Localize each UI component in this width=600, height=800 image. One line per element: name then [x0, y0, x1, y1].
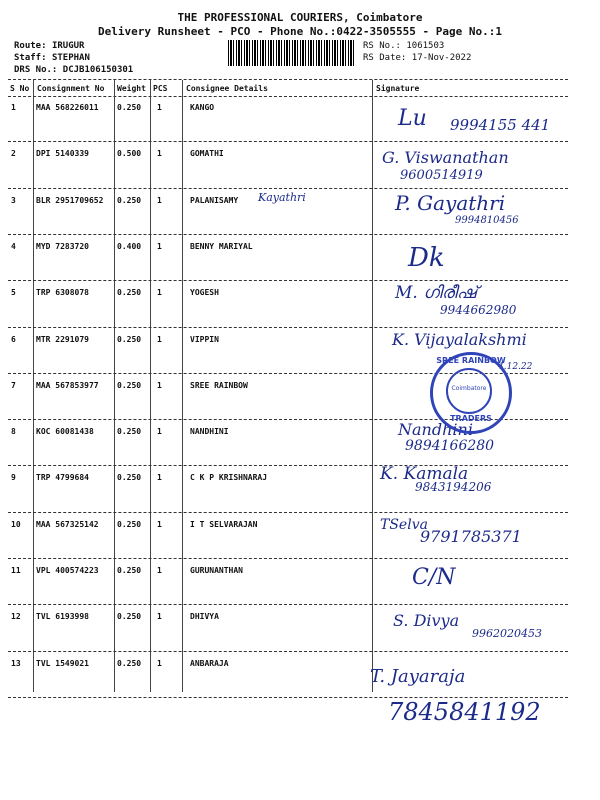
row-weight: 0.250 — [117, 519, 142, 529]
row-sno: 12 — [11, 612, 21, 622]
row-weight: 0.400 — [117, 241, 142, 251]
col-header-consignment: Consignment No — [37, 84, 105, 93]
row-sno: 11 — [11, 566, 21, 575]
drs-value: DCJB106150301 — [62, 65, 134, 75]
col-divider — [33, 80, 34, 692]
row-consignee: PALANISAMY — [190, 195, 239, 205]
col-header-weight: Weight — [117, 84, 146, 93]
row-signature: P. Gayathri — [395, 190, 506, 215]
row-divider — [8, 512, 568, 513]
row-sno: 1 — [11, 103, 16, 112]
row-consignment-no: MAA 567325142 — [36, 519, 99, 529]
row-sno: 2 — [11, 149, 16, 159]
row-signature: K. Kamala — [380, 464, 469, 485]
row-phone: 7845841192 — [388, 697, 541, 726]
table-top-border — [8, 79, 568, 80]
row-consignment-no: DPI 5140339 — [36, 149, 89, 159]
row-pcs: 1 — [157, 288, 162, 298]
row-sno: 10 — [11, 519, 21, 529]
row-consignment-no: TVL 1549021 — [36, 658, 89, 668]
row-sno: 3 — [11, 195, 16, 205]
row-consignment-no: TRP 6308078 — [36, 288, 89, 298]
row-signature: Nandhini — [398, 420, 473, 440]
row-phone: 9994155 441 — [450, 116, 551, 134]
row-weight: 0.250 — [117, 658, 142, 668]
row-pcs: 1 — [157, 103, 162, 112]
row-consignment-no: MYD 7283720 — [36, 241, 89, 251]
row-signature: Dk — [408, 242, 445, 273]
row-signature: S. Divya — [393, 611, 460, 631]
row-weight: 0.250 — [117, 334, 142, 344]
route-line: Route: IRUGUR — [14, 41, 85, 51]
row-pcs: 1 — [157, 380, 162, 390]
row-phone: 9962020453 — [472, 627, 542, 641]
row-phone: 9894166280 — [405, 438, 495, 455]
row-divider — [8, 141, 568, 142]
staff-value: STEPHAN — [51, 53, 90, 63]
row-divider — [8, 280, 568, 281]
row-divider — [8, 697, 568, 698]
row-signature: TSelva — [380, 516, 428, 533]
row-consignee: I T SELVARAJAN — [190, 519, 258, 529]
row-sno: 9 — [11, 473, 16, 483]
row-pcs: 1 — [157, 334, 162, 344]
row-divider — [8, 188, 568, 189]
row-pcs: 1 — [157, 149, 162, 159]
handwritten-date: 4.12.22 — [498, 362, 533, 372]
row-consignee: ANBARAJA — [190, 658, 229, 668]
row-consignment-no: MTR 2291079 — [36, 334, 89, 344]
row-signature: Lu — [398, 106, 427, 131]
col-header-signature: Signature — [376, 84, 420, 93]
row-weight: 0.250 — [117, 103, 142, 112]
rs-date-value: 17-Nov-2022 — [411, 53, 472, 63]
barcode — [228, 40, 356, 66]
drs-line: DRS No.: DCJB106150301 — [14, 65, 134, 75]
row-consignee: YOGESH — [190, 288, 219, 298]
col-divider — [114, 80, 115, 692]
col-header-consignee: Consignee Details — [186, 84, 268, 93]
row-sno: 13 — [11, 658, 21, 668]
row-divider — [8, 465, 568, 466]
row-phone: 9791785371 — [420, 526, 522, 546]
row-consignment-no: BLR 2951709652 — [36, 195, 104, 205]
row-divider — [8, 327, 568, 328]
stamp-bottom-text: TRADERS — [450, 414, 492, 423]
handwritten-note: Kayathri — [258, 191, 306, 204]
row-phone: 9600514919 — [400, 168, 483, 184]
company-title: THE PROFESSIONAL COURIERS, Coimbatore — [177, 11, 423, 24]
row-pcs: 1 — [157, 658, 162, 668]
row-pcs: 1 — [157, 566, 162, 575]
table-header-border — [8, 96, 568, 97]
row-consignment-no: KOC 60081438 — [36, 427, 94, 437]
col-header-sno: S No — [10, 84, 30, 93]
row-consignment-no: MAA 568226011 — [36, 103, 99, 112]
route-value: IRUGUR — [51, 41, 85, 51]
row-weight: 0.250 — [117, 288, 142, 298]
stamp-top-text: SREE RAINBOW — [436, 356, 506, 365]
col-divider — [372, 80, 373, 692]
runsheet-subtitle: Delivery Runsheet - PCO - Phone No.:0422-3505555 - Page No.:1 — [98, 25, 502, 38]
row-divider — [8, 604, 568, 605]
col-divider — [150, 80, 151, 692]
row-signature: M. ഗിരീഷ് — [395, 283, 478, 304]
row-divider — [8, 651, 568, 652]
row-consignee: NANDHINI — [190, 427, 229, 437]
row-weight: 0.250 — [117, 195, 142, 205]
row-divider — [8, 558, 568, 559]
row-pcs: 1 — [157, 473, 162, 483]
rs-no-value: 1061503 — [406, 41, 445, 51]
row-weight: 0.250 — [117, 427, 142, 437]
row-consignee: BENNY MARIYAL — [190, 241, 253, 251]
row-pcs: 1 — [157, 195, 162, 205]
row-weight: 0.250 — [117, 380, 142, 390]
row-sno: 6 — [11, 334, 16, 344]
row-phone: 9843194206 — [415, 480, 492, 495]
row-divider — [8, 234, 568, 235]
row-signature: K. Vijayalakshmi — [392, 329, 527, 349]
row-consignee: VIPPIN — [190, 334, 219, 344]
row-weight: 0.250 — [117, 566, 142, 575]
row-phone: 9994810456 — [455, 214, 519, 226]
row-consignee: C K P KRISHNARAJ — [190, 473, 268, 483]
row-consignee: GURUNANTHAN — [190, 566, 243, 575]
stamp-middle-text: Coimbatore — [451, 385, 487, 392]
row-weight: 0.250 — [117, 612, 142, 622]
row-pcs: 1 — [157, 241, 162, 251]
row-phone: 9944662980 — [440, 303, 517, 318]
row-sno: 7 — [11, 380, 16, 390]
col-divider — [182, 80, 183, 692]
row-consignee: DHIVYA — [190, 612, 219, 622]
row-signature: T. Jayaraja — [370, 665, 466, 687]
row-pcs: 1 — [157, 612, 162, 622]
row-weight: 0.500 — [117, 149, 142, 159]
rs-no-line: RS No.: 1061503 — [363, 41, 445, 51]
col-header-pcs: PCS — [153, 84, 168, 93]
row-signature: G. Viswanathan — [382, 148, 509, 168]
row-sno: 4 — [11, 241, 16, 251]
rs-date-line: RS Date: 17-Nov-2022 — [363, 53, 472, 63]
row-consignment-no: MAA 567853977 — [36, 380, 99, 390]
row-consignee: SREE RAINBOW — [190, 380, 248, 390]
row-consignment-no: VPL 400574223 — [36, 566, 99, 575]
row-sno: 8 — [11, 427, 16, 437]
row-pcs: 1 — [157, 519, 162, 529]
row-consignment-no: TVL 6193998 — [36, 612, 89, 622]
row-consignee: GOMATHI — [190, 149, 224, 159]
row-pcs: 1 — [157, 427, 162, 437]
row-signature: C/N — [412, 565, 456, 590]
row-consignment-no: TRP 4799684 — [36, 473, 89, 483]
row-weight: 0.250 — [117, 473, 142, 483]
row-sno: 5 — [11, 288, 16, 298]
row-consignee: KANGO — [190, 103, 215, 112]
staff-line: Staff: STEPHAN — [14, 53, 90, 63]
